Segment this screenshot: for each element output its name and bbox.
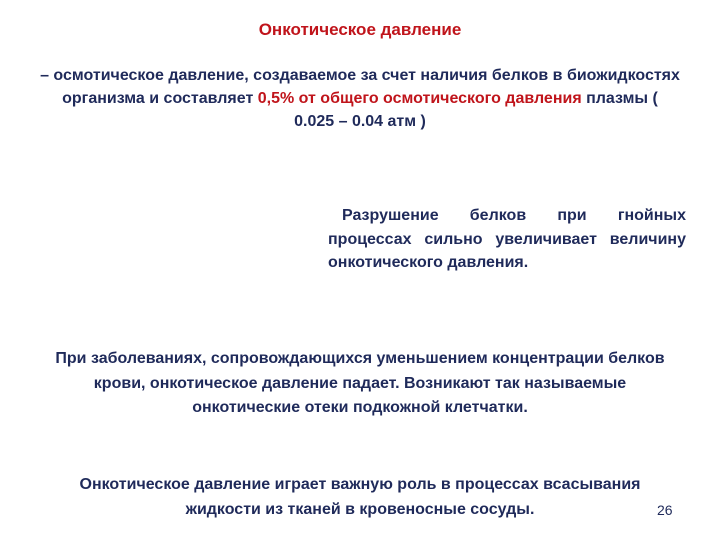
definition-paragraph — [40, 64, 680, 133]
definition-text-start: – осмотическое давление, создаваемое за счет наличия белков в биожидкостях организма и составляет — [40, 67, 680, 107]
absorption-paragraph: Онкотическое давление играет важную роль в процессах всасывания жидкости из тканей в кровеносные сосуды. — [79, 476, 641, 518]
disease-paragraph: При заболеваниях, сопровождающихся уменьшением концентрации белков крови, онкотическое давление падает. Возникают так называемые онкотические отеки подкожной клетчатки. — [55, 350, 665, 416]
definition-highlight: 0,5% от общего осмотического давления — [257, 90, 582, 107]
protein-destruction-paragraph: Разрушение белков при гнойных процессах сильно увеличивает величину онкотического давления. — [328, 207, 686, 271]
definition-text-end: плазмы ( 0.025 – 0.04 атм ) — [294, 90, 658, 130]
slide-title: Онкотическое давление — [258, 20, 462, 39]
page-number: 26 — [657, 502, 673, 518]
